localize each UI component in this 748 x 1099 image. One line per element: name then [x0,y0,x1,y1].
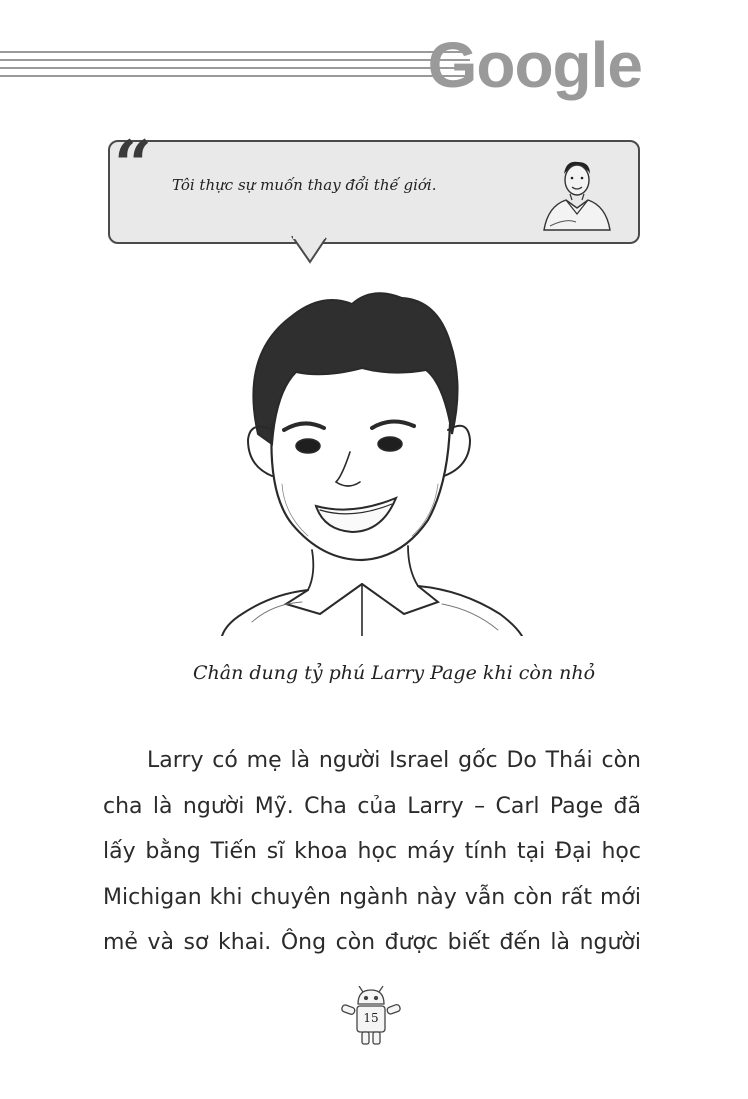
person-avatar-icon [536,156,616,232]
image-caption: Chân dung tỷ phú Larry Page khi còn nhỏ [192,662,596,684]
body-line: mẻ và sơ khai. Ông còn được biết đến là người [103,930,641,955]
body-line: lấy bằng Tiến sĩ khoa học máy tính tại Đại học [103,839,641,864]
body-line: Larry có mẹ là người Israel gốc Do Thái còn [147,748,641,773]
quote-mark-icon: “ [114,126,152,204]
body-paragraph [103,738,641,966]
header-decorative-lines [0,44,470,84]
brand-logo: Google [427,29,642,101]
boy-portrait-sketch-icon [212,284,532,636]
body-line: cha là người Mỹ. Cha của Larry – Carl Page đã [103,793,641,819]
quote-text: Tôi thực sự muốn thay đổi thế giới. [172,176,437,194]
body-line: Michigan khi chuyên ngành này vẫn còn rất mới [103,884,641,910]
speech-bubble-tail [288,236,338,266]
page-number: 15 [363,1011,379,1025]
